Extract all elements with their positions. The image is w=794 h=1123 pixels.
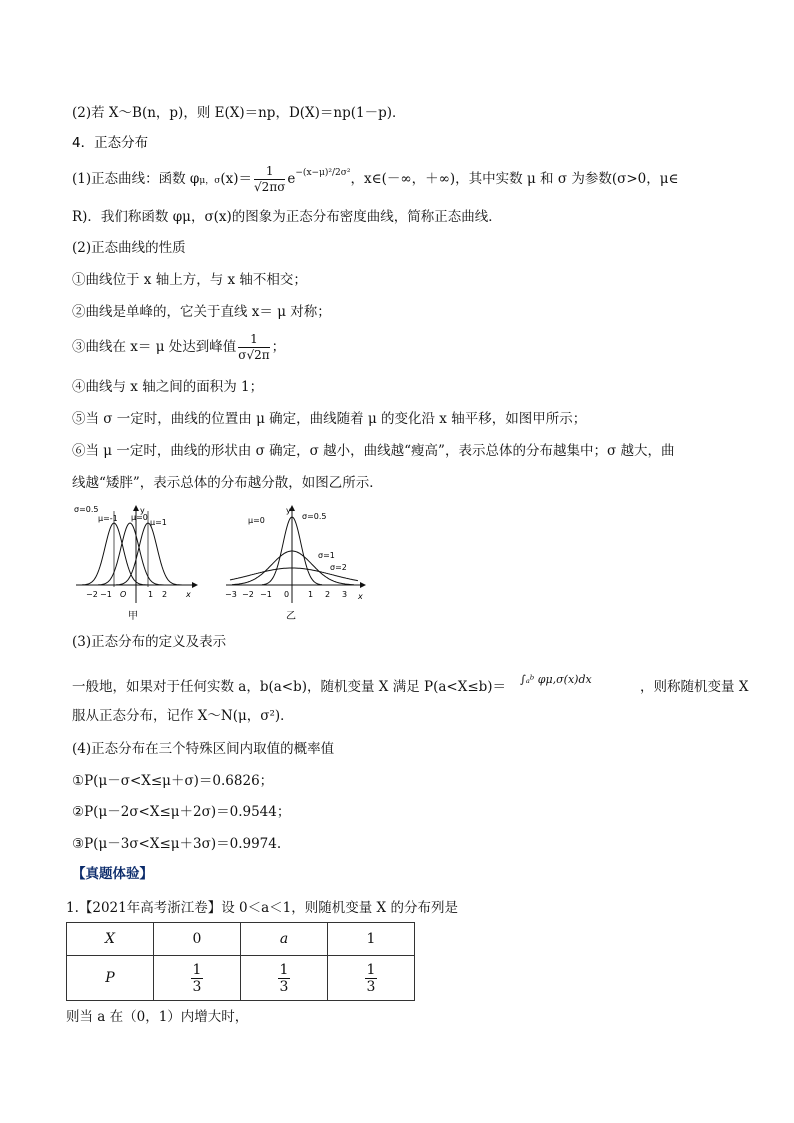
svg-text:1: 1 <box>148 590 154 599</box>
svg-text:0: 0 <box>284 590 290 599</box>
figure-yi <box>222 503 367 621</box>
table-cell: X <box>67 923 154 956</box>
svg-text:O: O <box>120 590 127 599</box>
figure-jia <box>70 503 200 621</box>
svg-text:x: x <box>358 592 363 601</box>
svg-text:3: 3 <box>342 590 348 599</box>
table-cell: 1 <box>328 923 415 956</box>
normal-curve-definition-cont: R)．我们称函数 φμ，σ(x)的图象为正态分布密度曲线，简称正态曲线． <box>72 209 502 225</box>
table-cell: 0 <box>154 923 241 956</box>
svg-text:乙: 乙 <box>286 611 296 621</box>
property-6: ⑥当 μ 一定时，曲线的形状由 σ 确定，σ 越小，曲线越“瘦高”，表示总体的分布越集中；σ 越大，曲 <box>72 443 675 459</box>
table-cell: $\frac{1}{3}$ <box>154 956 241 1001</box>
property-4: ④曲线与 x 轴之间的面积为 1； <box>72 379 264 395</box>
definition-title: (3)正态分布的定义及表示 <box>72 634 227 650</box>
svg-text:σ=2: σ=2 <box>330 563 347 572</box>
svg-text:μ=-1: μ=-1 <box>98 514 118 523</box>
svg-text:−1: −1 <box>100 590 112 599</box>
svg-text:y: y <box>286 506 291 515</box>
properties-title: (2)正态曲线的性质 <box>72 240 186 256</box>
question-1: 1.【2021年高考浙江卷】设 0＜a＜1，则随机变量 X 的分布列是 <box>66 900 458 916</box>
table-row <box>67 923 415 956</box>
svg-text:σ=0.5: σ=0.5 <box>302 512 327 521</box>
integral-expression: ∫ₐᵇ φμ,σ(x)dx <box>520 673 592 686</box>
table-row <box>67 956 415 1001</box>
section-heading: 【真题体验】 <box>72 866 153 882</box>
svg-text:y: y <box>140 506 145 515</box>
interval-1: ①P(μ－σ<X≤μ＋σ)＝0.6826； <box>72 773 274 789</box>
svg-text:σ=0.5: σ=0.5 <box>74 505 99 514</box>
intervals-title: (4)正态分布在三个特殊区间内取值的概率值 <box>72 741 335 757</box>
property-6-cont: 线越“矮胖”，表示总体的分布越分散，如图乙所示． <box>72 475 383 491</box>
svg-text:x: x <box>186 590 191 599</box>
svg-text:μ=0: μ=0 <box>131 513 148 522</box>
svg-text:−2: −2 <box>86 590 98 599</box>
property-3: ③曲线在 x＝ μ 处达到峰值 $\frac{1}{\sigma√2\pi}$ ； <box>72 332 286 362</box>
table-cell: P <box>67 956 154 1001</box>
table-cell: $\frac{1}{3}$ <box>328 956 415 1001</box>
svg-text:−3: −3 <box>225 590 237 599</box>
definition-line-cont: 服从正态分布，记作 X～N(μ，σ²)． <box>72 708 294 724</box>
svg-text:甲: 甲 <box>128 611 138 621</box>
section-4-title: 4．正态分布 <box>72 135 149 151</box>
property-2: ②曲线是单峰的，它关于直线 x＝ μ 对称； <box>72 304 331 320</box>
property-5: ⑤当 σ 一定时，曲线的位置由 μ 确定，曲线随着 μ 的变化沿 x 轴平移，如图甲所示； <box>72 411 587 427</box>
table-cell: $\frac{1}{3}$ <box>241 956 328 1001</box>
svg-text:μ=1: μ=1 <box>150 518 167 527</box>
svg-text:−2: −2 <box>242 590 254 599</box>
svg-text:1: 1 <box>308 590 314 599</box>
svg-text:2: 2 <box>325 590 331 599</box>
distribution-table <box>66 922 415 1001</box>
normal-curve-definition: (1)正态曲线：函数 φμ，σ(x)＝ $\frac{1}{√2\pi\sigma}$ $e^{-(x-\mu)^2/2\sigma^2}$，x∈(－∞，＋∞)，其中实数 μ 和 σ 为参数(σ>0，μ∈ <box>72 164 679 194</box>
density-fraction: $\frac{1}{√2\pi\sigma}$ <box>254 164 286 194</box>
property-1: ①曲线位于 x 轴上方，与 x 轴不相交； <box>72 272 307 288</box>
svg-text:μ=0: μ=0 <box>248 516 265 525</box>
table-cell: a <box>241 923 328 956</box>
svg-text:−1: −1 <box>260 590 272 599</box>
interval-2: ②P(μ－2σ<X≤μ＋2σ)＝0.9544； <box>72 804 291 820</box>
binomial-line: (2)若 X～B(n，p)，则 E(X)＝np，D(X)＝np(1－p)． <box>72 105 406 121</box>
definition-line: 一般地，如果对于任何实数 a，b(a<b)，随机变量 X 满足 P(a<X≤b)＝ ∫ₐᵇ φμ,σ(x)dx ，则称随机变量 X <box>72 677 748 698</box>
svg-text:2: 2 <box>162 590 168 599</box>
interval-3: ③P(μ－3σ<X≤μ＋3σ)＝0.9974. <box>72 836 282 852</box>
svg-text:σ=1: σ=1 <box>318 551 335 560</box>
question-1-tail: 则当 a 在（0，1）内增大时， <box>66 1009 249 1025</box>
